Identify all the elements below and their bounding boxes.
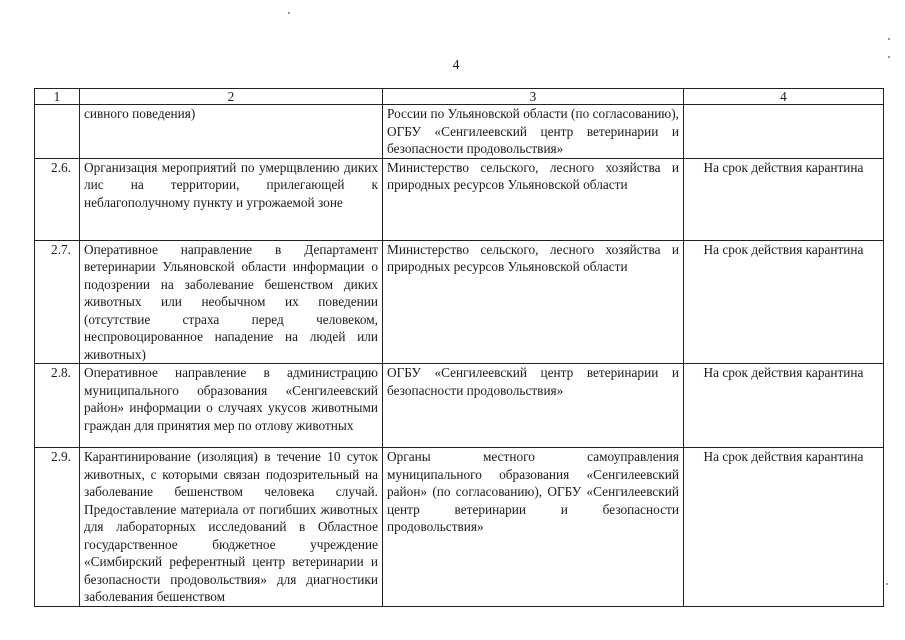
scan-speck [888,56,890,58]
row-action: Карантинирование (изоляция) в течение 10 суток животных, с которыми связан подозрительный на заболевание бешенством человека случай. Предоставление материала от погибших животных для лабораторных исследований в Областное государственное бюджетное учреждение «Симбирский референтный центр ветеринарии и безопасности продовольствия» для диагностики заболевания бешенством [80,448,383,607]
row-term: На срок действия карантина [684,364,884,448]
row-term: На срок действия карантина [684,158,884,240]
header-col-2: 2 [80,89,383,105]
header-col-4: 4 [684,89,884,105]
scan-speck [886,583,888,585]
measures-table [34,88,884,607]
row-term [684,105,884,159]
table-row [35,158,884,240]
header-row [35,89,884,105]
page-number: 4 [452,58,460,73]
table-row [35,105,884,159]
row-number: 2.6. [35,158,80,240]
row-responsible: Министерство сельского, лесного хозяйства и природных ресурсов Ульяновской области [383,158,684,240]
row-action: сивного поведения) [80,105,383,159]
row-responsible: Органы местного самоуправления муниципального образования «Сенгилеевский район» (по согласованию), ОГБУ «Сенгилеевский центр ветеринарии и безопасности продовольствия» [383,448,684,607]
row-responsible: Министерство сельского, лесного хозяйства и природных ресурсов Ульяновской области [383,240,684,364]
row-action: Оперативное направление в Департамент ветеринарии Ульяновской области информации о подозрении на заболевание бешенством диких животных или необычном их поведении (отсутствие страха перед человеком, неспровоцированное нападение на людей или животных) [80,240,383,364]
row-action: Организация мероприятий по умерщвлению диких лис на территории, прилегающей к неблагополучному пункту и угрожаемой зоне [80,158,383,240]
scan-speck [888,38,890,40]
table-row [35,364,884,448]
row-responsible: ОГБУ «Сенгилеевский центр ветеринарии и безопасности продовольствия» [383,364,684,448]
row-number: 2.9. [35,448,80,607]
header-col-3: 3 [383,89,684,105]
row-action: Оперативное направление в администрацию муниципального образования «Сенгилеевский район» информации о случаях укусов животными граждан для принятия мер по отлову животных [80,364,383,448]
row-number [35,105,80,159]
table-row [35,448,884,607]
row-term: На срок действия карантина [684,240,884,364]
row-responsible: России по Ульяновской области (по согласованию), ОГБУ «Сенгилеевский центр ветеринарии и безопасности продовольствия» [383,105,684,159]
table-row [35,240,884,364]
row-number: 2.7. [35,240,80,364]
header-col-1: 1 [35,89,80,105]
row-term: На срок действия карантина [684,448,884,607]
scan-speck [288,12,290,14]
row-number: 2.8. [35,364,80,448]
